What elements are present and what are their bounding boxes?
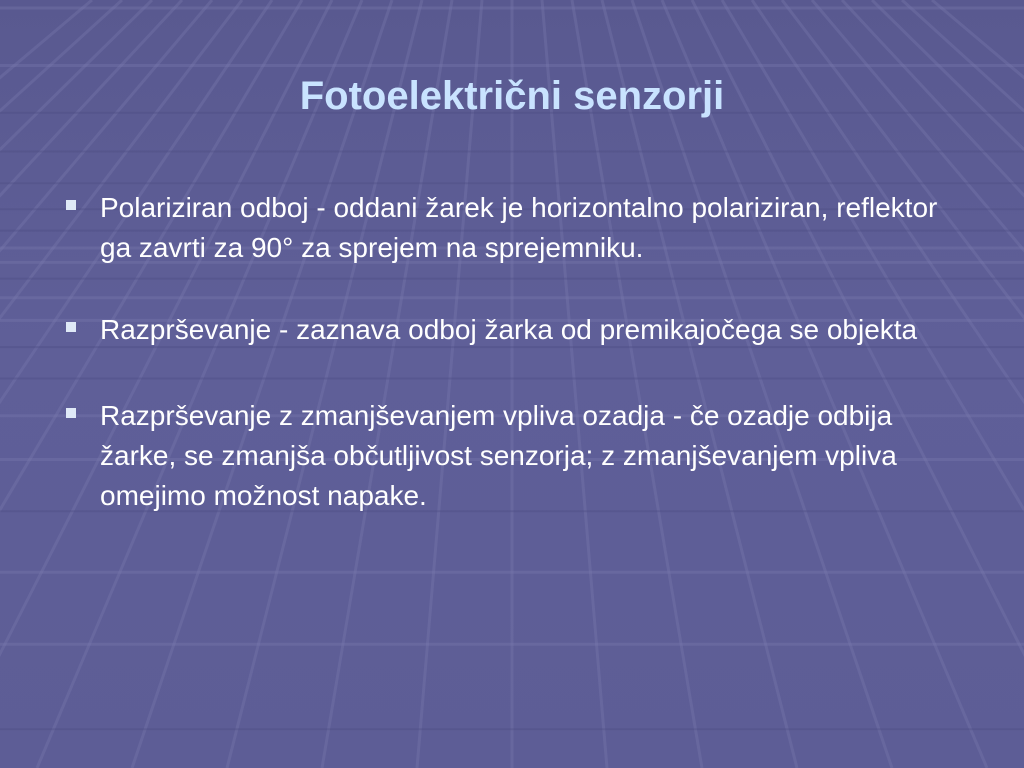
square-bullet-icon bbox=[66, 408, 76, 418]
bullet-item bbox=[62, 396, 962, 516]
bullet-text: Razprševanje - zaznava odboj žarka od premikajočega se objekta bbox=[100, 314, 918, 345]
square-bullet-icon bbox=[66, 322, 76, 332]
bullet-text: Razprševanje z zmanjševanjem vpliva ozadja - če ozadje odbija žarke, se zmanjša občutljivost senzorja; z zmanjševanjem vpliva omejimo možnost napake. bbox=[100, 400, 897, 511]
bullet-list bbox=[62, 188, 962, 558]
slide-title: Fotoelektrični senzorji bbox=[299, 74, 725, 118]
bullet-text: Polariziran odboj - oddani žarek je horizontalno polariziran, reflektor ga zavrti za 90° za sprejem na sprejemniku. bbox=[100, 192, 938, 263]
bullet-item bbox=[62, 310, 962, 350]
bullet-item bbox=[62, 188, 962, 268]
square-bullet-icon bbox=[66, 200, 76, 210]
